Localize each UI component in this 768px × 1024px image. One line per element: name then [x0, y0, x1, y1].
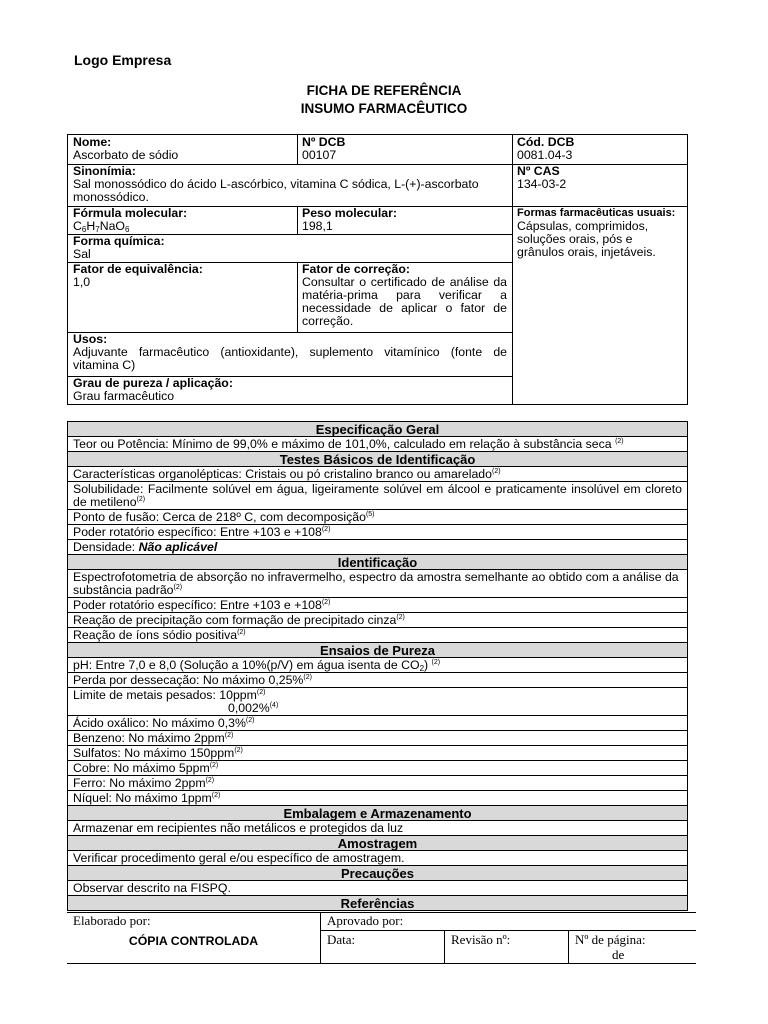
spec-row-benzeno: Benzeno: No máximo 2ppm$^{(2)}$ [68, 731, 687, 746]
formas-label: Formas farmacêuticas usuais: [517, 207, 676, 219]
spec-row-amostragem: Verificar procedimento geral e/ou específico de amostragem. [68, 851, 687, 866]
cod-dcb-value: 0081.04-3 [517, 148, 573, 162]
spec-row-niquel: Níquel: No máximo 1ppm$^{(2)}$ [68, 791, 687, 806]
formas-value: Cápsulas, comprimidos, soluções orais, pós e grânulos orais, injetáveis. [517, 219, 656, 259]
pagina-label: Nº de página: [575, 932, 646, 947]
spec-row-perda-dessecacao: Perda por dessecação: No máximo 0,25%$^{(2)}$ [68, 673, 687, 688]
sinonimia-value: Sal monossódico do ácido L-ascórbico, vitamina C sódica, L-(+)-ascorbato monossódico. [73, 177, 479, 204]
forma-quimica-value: Sal [73, 247, 91, 261]
peso-value: 198,1 [302, 219, 333, 233]
spec-row-armazenar: Armazenar em recipientes não metálicos e protegidos da luz [68, 821, 687, 836]
cod-dcb-label: Cód. DCB [517, 135, 575, 149]
pagina-de-label: de [612, 947, 625, 962]
section-precaucoes: Precauções [68, 866, 687, 881]
forma-quimica-label: Forma química: [73, 234, 165, 248]
sinonimia-label: Sinonímia: [73, 164, 136, 178]
grau-label: Grau de pureza / aplicação: [73, 376, 233, 390]
data-label: Data: [327, 932, 356, 947]
fator-correcao-label: Fator de correção: [302, 262, 410, 276]
spec-row-ferro: Ferro: No máximo 2ppm$^{(2)}$ [68, 776, 687, 791]
spec-row-cobre: Cobre: No máximo 5ppm$^{(2)}$ [68, 761, 687, 776]
spec-row-precaucoes: Observar descrito na FISPQ. [68, 881, 687, 896]
peso-label: Peso molecular: [302, 206, 397, 220]
dcb-value: 00107 [302, 148, 337, 162]
document-subtitle: INSUMO FARMACÊUTICO [300, 101, 468, 116]
fator-equivalencia-value: 1,0 [73, 275, 91, 289]
revisao-label: Revisão nº: [451, 932, 511, 947]
spec-row-espectrofotometria: Espectrofotometria de absorção no infravermelho, espectro da amostra semelhante ao obtido com a análise da substância padrão$^{(2)}$ [68, 570, 687, 598]
copia-controlada-label: CÓPIA CONTROLADA [128, 934, 259, 948]
nome-value: Ascorbato de sódio [73, 148, 179, 162]
footer-block [67, 910, 696, 964]
spec-row-ions-sodio: Reação de íons sódio positiva$^{(2)}$ [68, 628, 687, 643]
info-table [67, 134, 688, 405]
section-testes-basicos: Testes Básicos de Identificação [68, 452, 687, 467]
spec-row-densidade: Densidade: Não aplicável [68, 540, 687, 555]
spec-row-teor: Teor ou Potência: Mínimo de 99,0% e máximo de 101,0%, calculado em relação à substância seca $^{(2)}$ [68, 437, 687, 452]
section-embalagem: Embalagem e Armazenamento [68, 806, 687, 821]
usos-value: Adjuvante farmacêutico (antioxidante), suplemento vitamínico (fonte de vitamina C) [73, 345, 507, 372]
usos-label: Usos: [73, 332, 108, 346]
spec-row-ponto-fusao: Ponto de fusão: Cerca de 218º C, com decomposição$^{(5)}$ [68, 510, 687, 525]
section-ensaios-pureza: Ensaios de Pureza [68, 643, 687, 658]
company-logo-text: Logo Empresa [74, 52, 172, 68]
section-referencias: Referências [68, 896, 687, 910]
aprovado-por-label: Aprovado por: [327, 913, 404, 928]
spec-row-acido-oxalico: Ácido oxálico: No máximo 0,3%$^{(2)}$ [68, 716, 687, 731]
cas-label: Nº CAS [517, 164, 560, 178]
elaborado-por-label: Elaborado por: [73, 913, 151, 928]
formula-label: Fórmula molecular: [73, 206, 188, 220]
spec-row-organolepticas: Características organolépticas: Cristais ou pó cristalino branco ou amarelado$^{(2)}$ [68, 467, 687, 482]
section-amostragem: Amostragem [68, 836, 687, 851]
cas-value: 134-03-2 [517, 177, 567, 191]
spec-row-ph: pH: Entre 7,0 e 8,0 (Solução a 10%(p/V) em água isenta de $CO_2$) $^{(2)}$ [68, 658, 687, 673]
fator-correcao-value: Consultar o certificado de análise da matéria-prima para verificar a necessidade de aplicar o fator de correção. [302, 275, 507, 328]
nome-label: Nome: [73, 135, 112, 149]
formula-value: $C_6H_7NaO_6$ [73, 219, 130, 234]
spec-row-poder-rotatorio: Poder rotatório específico: Entre +103 $e +108^{(2)}$ [68, 525, 687, 540]
grau-value: Grau farmacêutico [73, 389, 175, 403]
section-especificacao-geral: Especificação Geral [68, 422, 687, 437]
fator-equivalencia-label: Fator de equivalência: [73, 262, 203, 276]
spec-row-sulfatos: Sulfatos: No máximo 150ppm$^{(2)}$ [68, 746, 687, 761]
spec-row-solubilidade: Solubilidade: Facilmente solúvel em água, ligeiramente solúvel em álcool e praticamente insolúvel em cloreto de metileno$^{(2)}$ [68, 482, 687, 510]
section-identificacao: Identificação [68, 555, 687, 570]
dcb-label: Nº DCB [302, 135, 346, 149]
spec-row-poder-rotatorio-id: Poder rotatório específico: Entre +103 $e +108^{(2)}$ [68, 598, 687, 613]
spec-row-precipitacao: Reação de precipitação com formação de precipitado cinza$^{(2)}$ [68, 613, 687, 628]
spec-row-metais-pesados: Limite de metais pesados: 10ppm$^{(2)}$ 0,002%$^{(4)}$ [68, 688, 687, 716]
document-title: FICHA DE REFERÊNCIA [306, 83, 462, 98]
specification-table [67, 421, 688, 911]
